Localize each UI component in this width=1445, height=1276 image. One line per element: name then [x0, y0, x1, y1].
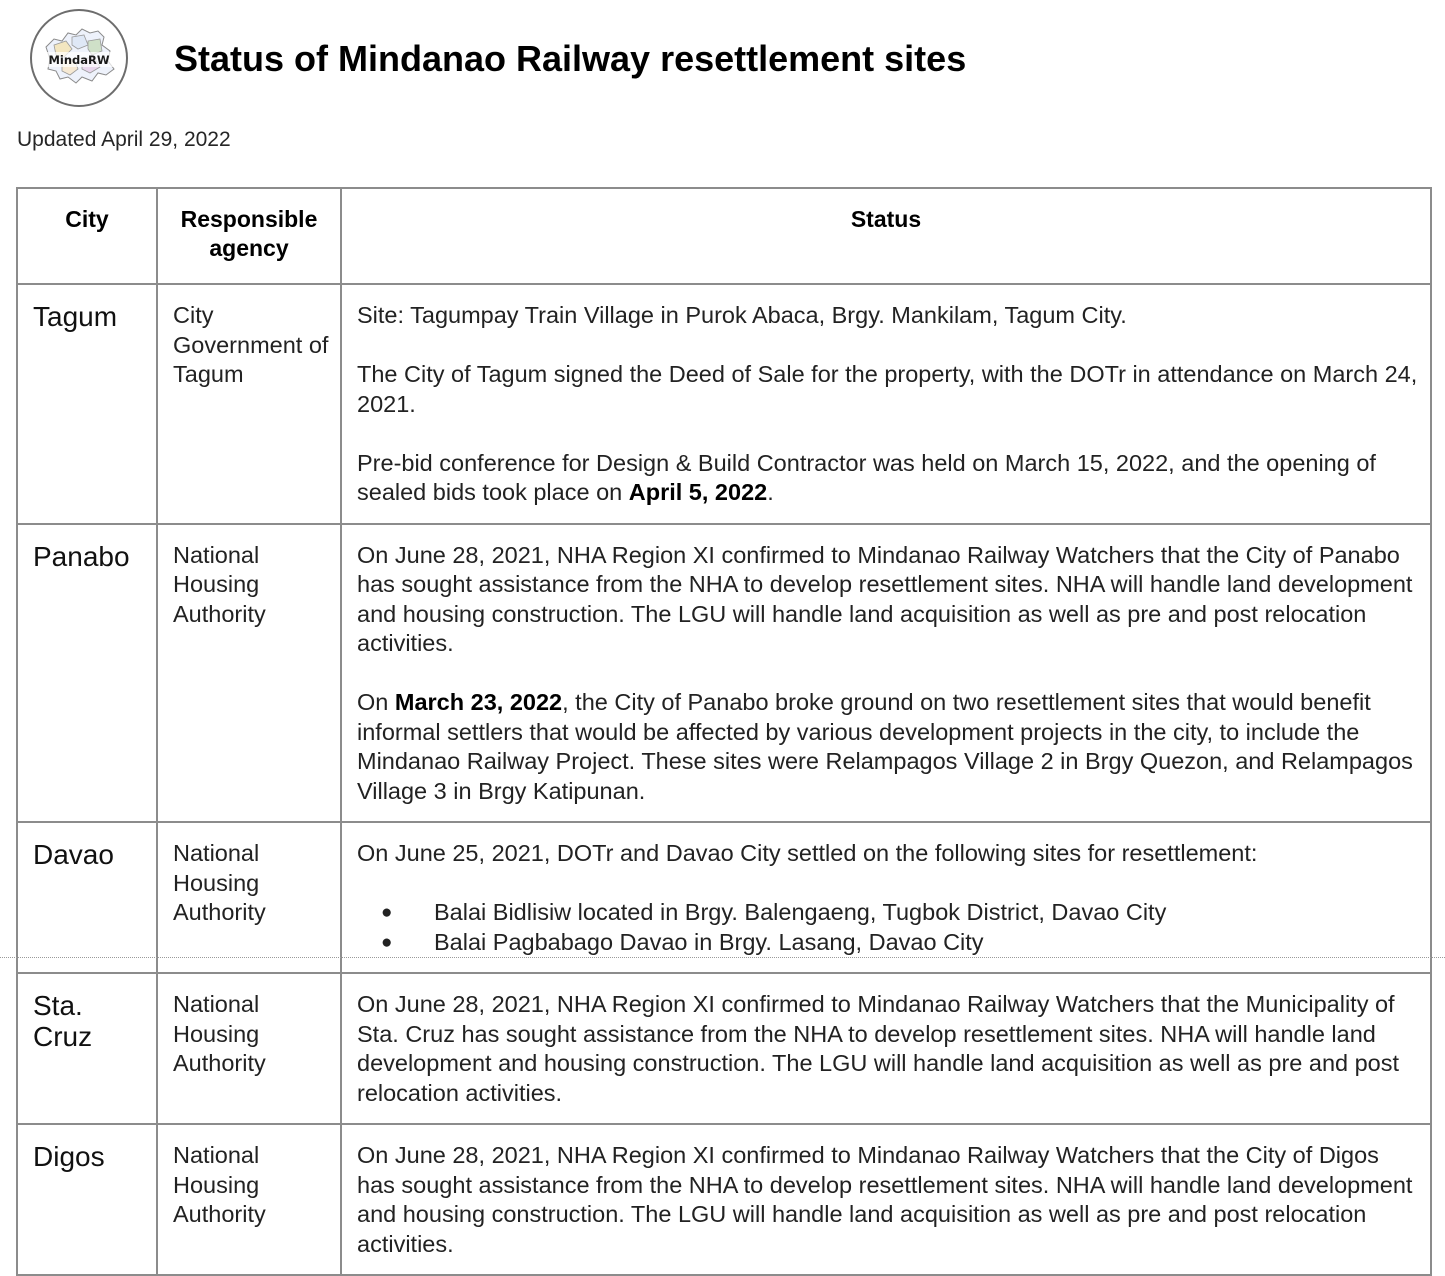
header-agency: Responsible agency	[157, 188, 341, 284]
bullet-icon: ●	[381, 902, 393, 923]
city-cell: Davao	[17, 822, 157, 973]
status-paragraph: On June 28, 2021, NHA Region XI confirmed to Mindanao Railway Watchers that the City of Panabo has sought assistance from the NHA to develop resettlement sites. NHA will handle land development and housing construction. The LGU will handle land acquisition as well as pre and post relocation activities.	[357, 541, 1413, 656]
agency-cell: City Government of Tagum	[157, 284, 341, 524]
city-cell: Sta. Cruz	[17, 973, 157, 1124]
status-cell	[341, 973, 1431, 1124]
list-item: ● Balai Bidlisiw located in Brgy. Balengaeng, Tugbok District, Davao City	[357, 898, 1418, 928]
updated-date: Updated April 29, 2022	[17, 128, 231, 151]
mindanao-map-icon	[32, 11, 126, 105]
status-paragraph: Pre-bid conference for Design & Build Contractor was held on March 15, 2022, and the opening of sealed bids took place on April 5, 2022.	[357, 449, 1376, 505]
table-row-tagum	[17, 284, 1431, 524]
page-title: Status of Mindanao Railway resettlement sites	[174, 38, 967, 79]
resettlement-status-table	[16, 187, 1432, 1276]
status-paragraph: On March 23, 2022, the City of Panabo broke ground on two resettlement sites that would benefit informal settlers that would be affected by various development projects in the city, to include the Mindanao Railway Project. These sites were Relampagos Village 2 in Brgy Quezon, and Relampagos Village 3 in Brgy Katipunan.	[357, 689, 1413, 804]
mindarw-logo	[30, 9, 128, 107]
header-city: City	[17, 188, 157, 284]
table-row-panabo	[17, 524, 1431, 823]
status-paragraph: The City of Tagum signed the Deed of Sale for the property, with the DOTr in attendance on March 24, 2021.	[357, 361, 1418, 417]
status-cell	[341, 284, 1431, 524]
list-item: ● Balai Pagbabago Davao in Brgy. Lasang, Davao City	[357, 928, 1418, 958]
table-row-davao	[17, 822, 1431, 973]
table-row-sta-cruz	[17, 973, 1431, 1124]
city-cell: Tagum	[17, 284, 157, 524]
table-header-row	[17, 188, 1431, 284]
agency-cell: National Housing Authority	[157, 524, 341, 823]
agency-cell: National Housing Authority	[157, 822, 341, 973]
status-cell	[341, 1124, 1431, 1275]
site-list	[357, 898, 1418, 957]
agency-cell: National Housing Authority	[157, 973, 341, 1124]
bullet-icon: ●	[381, 931, 393, 953]
city-cell: Panabo	[17, 524, 157, 823]
table-row-digos	[17, 1124, 1431, 1275]
svg-text:MindaRW: MindaRW	[48, 53, 110, 67]
status-cell	[341, 524, 1431, 823]
header-status: Status	[341, 188, 1431, 284]
status-paragraph: On June 25, 2021, DOTr and Davao City settled on the following sites for resettlement:	[357, 840, 1258, 866]
page-break-line	[0, 957, 1445, 958]
highlight-date: March 23, 2022	[394, 689, 563, 715]
status-cell	[341, 822, 1431, 973]
status-paragraph: On June 28, 2021, NHA Region XI confirmed to Mindanao Railway Watchers that the City of Digos has sought assistance from the NHA to develop resettlement sites. NHA will handle land development and housing construction. The LGU will handle land acquisition as well as pre and post relocation activities.	[357, 1142, 1413, 1257]
city-cell: Digos	[17, 1124, 157, 1275]
agency-cell: National Housing Authority	[157, 1124, 341, 1275]
highlight-date: April 5, 2022	[628, 479, 768, 505]
status-paragraph: Site: Tagumpay Train Village in Purok Abaca, Brgy. Mankilam, Tagum City.	[357, 302, 1127, 328]
status-paragraph: On June 28, 2021, NHA Region XI confirmed to Mindanao Railway Watchers that the Municipality of Sta. Cruz has sought assistance from the NHA to develop resettlement sites. NHA will handle land development and housing construction. The LGU will handle land acquisition as well as pre and post relocation activities.	[357, 991, 1400, 1106]
